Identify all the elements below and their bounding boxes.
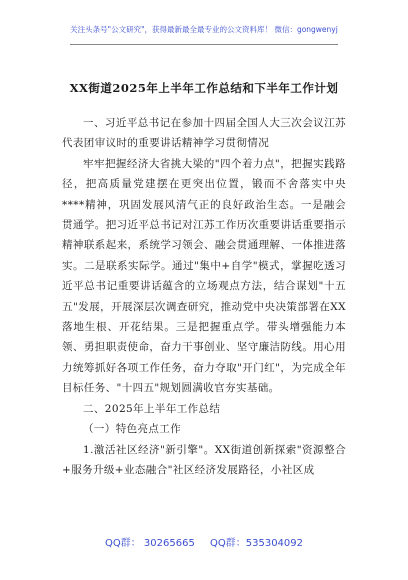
body-paragraph: 牢牢把握经济大省挑大梁的"四个着力点"，把握实践路径，把高质量党建摆在更突出位置，锻而不舍落实中央****精神，巩固发展风清气正的良好政治生态。一是融会贯通学。把习近平总书记对江苏工作历次重要讲话重要指示精神联系起来，系统学习领会、融会贯通理解、一体推进落实。二是联系实际学。通过"集中+自学"模式，掌握吃透习近平总书记重要讲话蕴含的立场观点方法，结合谋划"十五五"发展，开展深层次调查研究，推动党中央决策部署在XX落地生根、开花结果。三是把握重点学。带头增强能力本领、勇担职责使命，奋力干事创业、坚守廉洁防线。用心用力统筹抓好各项工作任务，奋力夺取"开门红"，为完成全年目标任务、"十四五"规划圆满收官夯实基础。 xyxy=(62,157,346,395)
qq-group-2: QQ群：535304092 xyxy=(210,538,304,549)
qq-group-1: QQ群： 30265665 xyxy=(104,538,195,549)
document-title: XX街道2025年上半年工作总结和下半年工作计划 xyxy=(69,81,339,95)
promo-footer xyxy=(0,534,408,549)
section-heading-1: 一、习近平总书记在参加十四届全国人大三次会议江苏代表团审议时的重要讲话精神学习贯彻情况 xyxy=(62,117,346,150)
section-heading-2: 二、2025年上半年工作总结 xyxy=(83,402,221,415)
header-divider xyxy=(70,44,338,45)
promo-header: 关注头条号"公文研究"，获得最新最全最专业的公文资料库！ 微信：gongwenyj xyxy=(70,25,338,34)
document-body xyxy=(62,113,346,480)
subsection-heading: （一）特色亮点工作 xyxy=(83,423,182,436)
body-paragraph: 1.激活社区经济"新引擎"。XX街道创新探索"资源整合+服务升级+业态融合"社区经济发展路径，小社区成 xyxy=(62,443,346,476)
